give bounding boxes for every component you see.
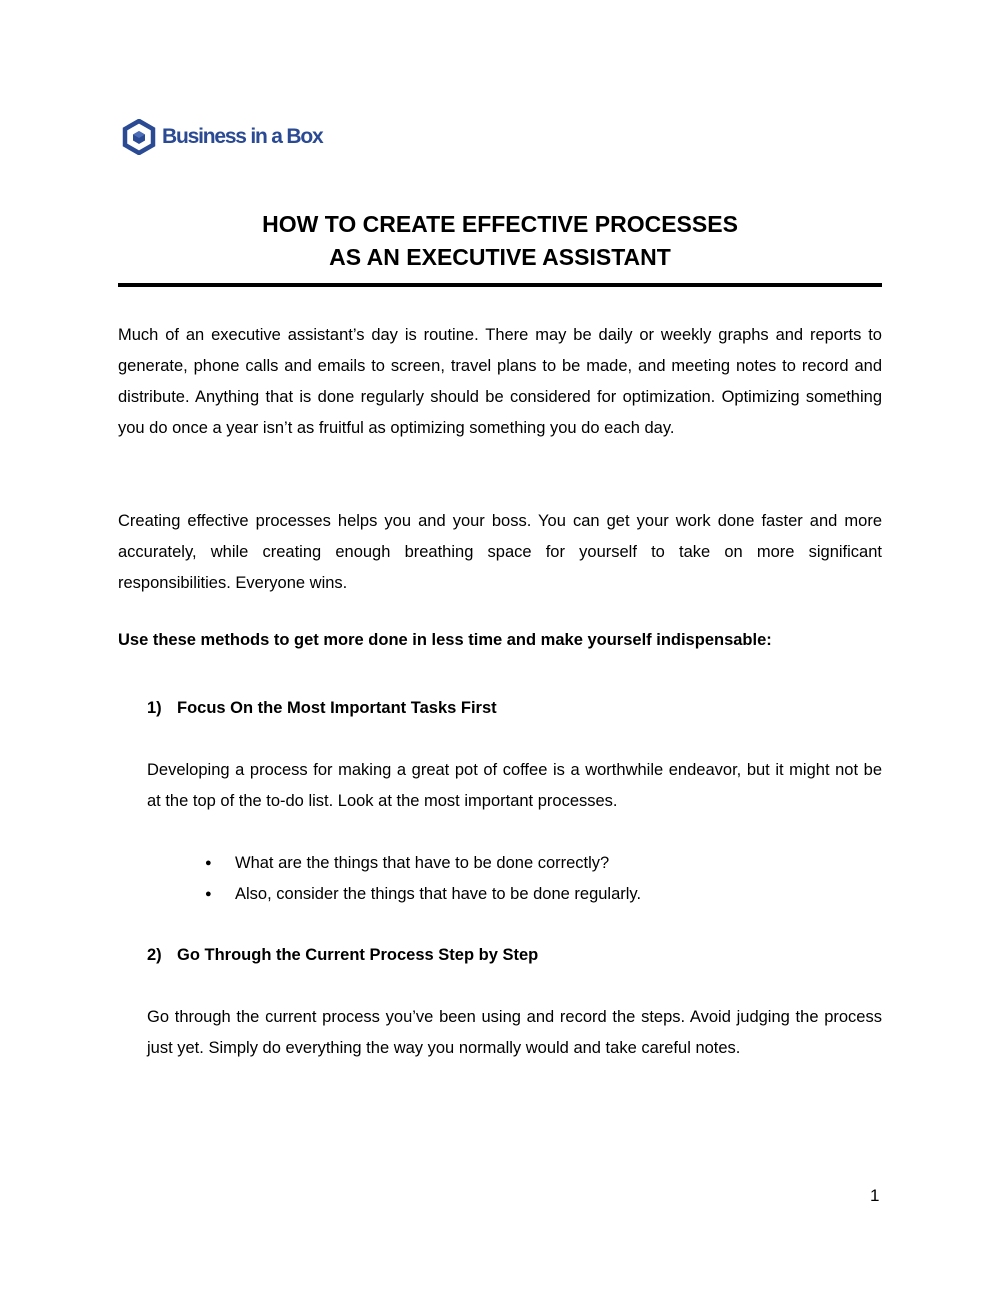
section-heading-2 [147, 940, 538, 971]
logo-text: Business in a Box [162, 125, 323, 148]
intro-paragraph-2: Creating effective processes helps you and your boss. You can get your work done faster and more accurately, while creating enough breathing space for yourself to take on more significant responsibilities. Everyone wins. [118, 512, 882, 592]
list-item: ● Also, consider the things that have to be done regularly. [205, 879, 641, 910]
document-title [118, 208, 882, 274]
hexagon-box-icon [122, 119, 156, 155]
section-number: 1) [147, 699, 162, 717]
section-heading-text: Go Through the Current Process Step by Step [177, 946, 539, 964]
title-line-2: AS AN EXECUTIVE ASSISTANT [329, 244, 671, 270]
page-number: 1 [870, 1186, 880, 1205]
section-1-bullet-list [205, 848, 641, 910]
lead-statement: Use these methods to get more done in less time and make yourself indispensable: [118, 631, 772, 649]
section-heading-text: Focus On the Most Important Tasks First [177, 699, 497, 717]
logo [122, 119, 323, 155]
section-2-body: Go through the current process you’ve been using and record the steps. Avoid judging the process just yet. Simply do everything the way you normally would and take careful notes. [147, 1008, 882, 1057]
section-1-body: Developing a process for making a great pot of coffee is a worthwhile endeavor, but it might not be at the top of the to-do list. Look at the most important processes. [147, 761, 882, 810]
title-divider [118, 283, 882, 287]
title-line-1: HOW TO CREATE EFFECTIVE PROCESSES [262, 211, 738, 237]
list-item: ● What are the things that have to be done correctly? [205, 848, 641, 879]
section-heading-1 [147, 693, 497, 724]
intro-paragraph-1: Much of an executive assistant’s day is routine. There may be daily or weekly graphs and reports to generate, phone calls and emails to screen, travel plans to be made, and meeting notes to record and distribute. Anything that is done regularly should be considered for optimization. Optimizing something you do once a year isn’t as fruitful as optimizing something you do each day. [118, 326, 882, 437]
section-number: 2) [147, 946, 162, 964]
